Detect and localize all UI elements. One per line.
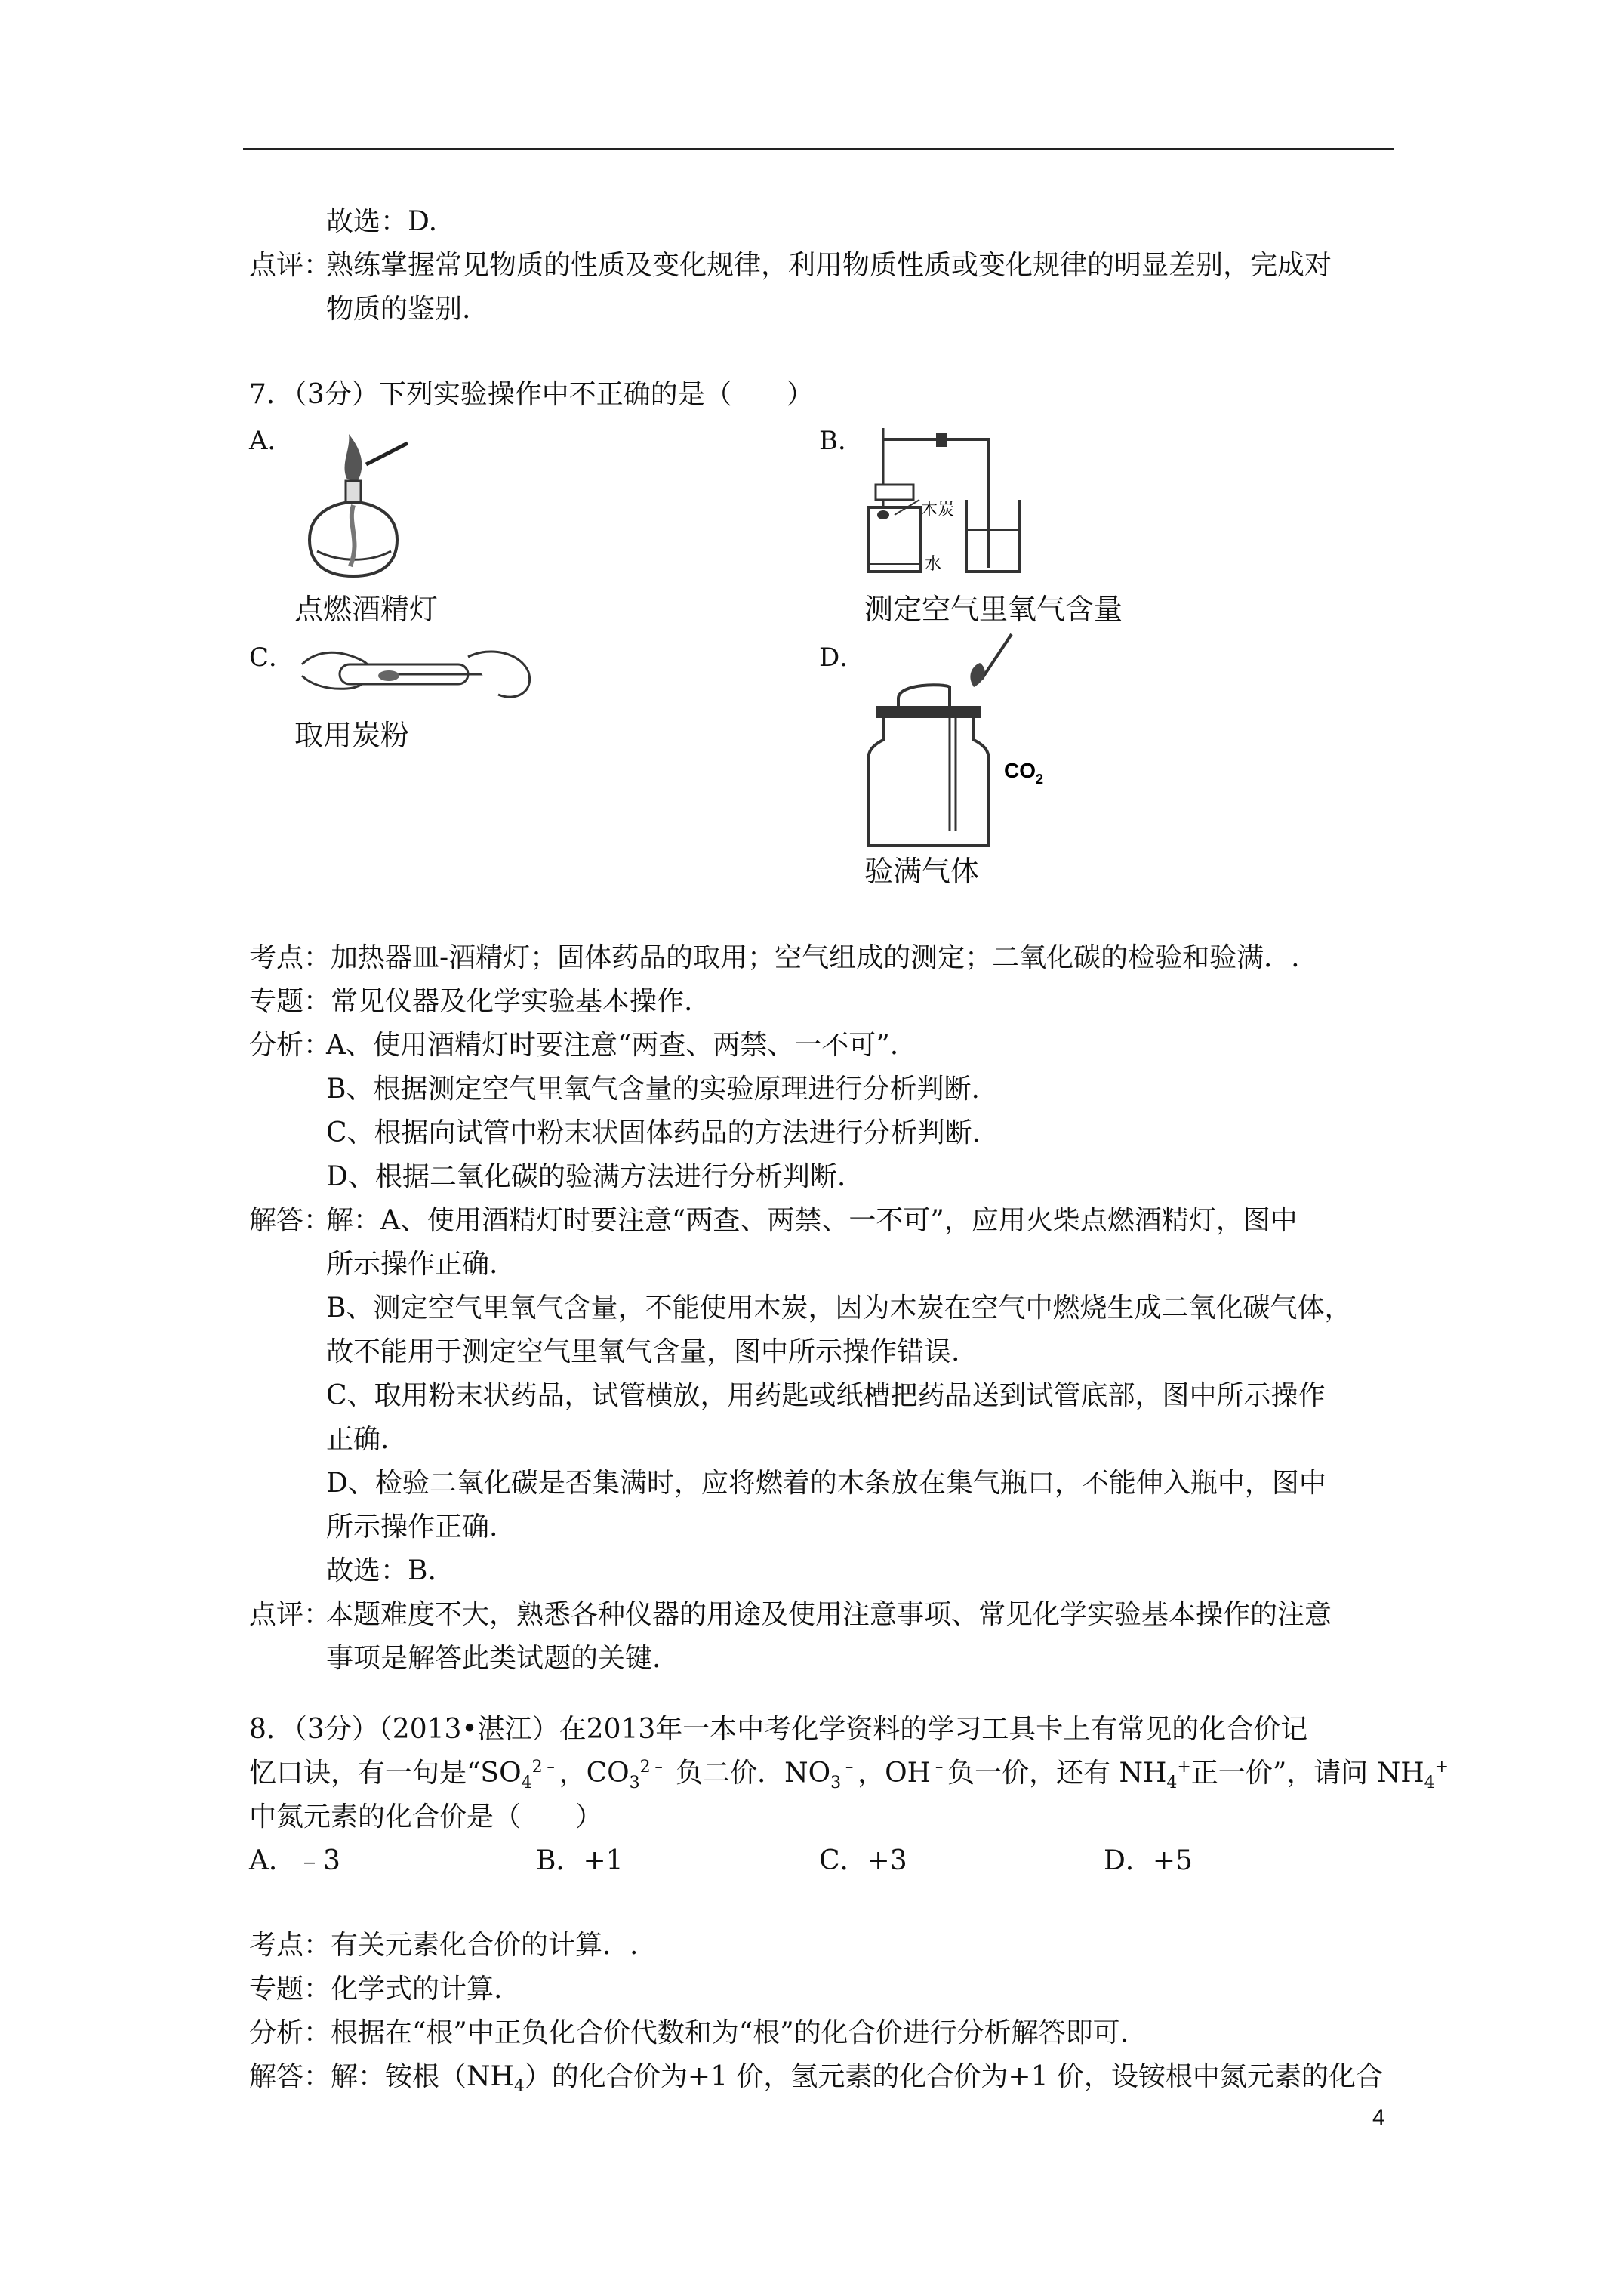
carbon-powder-figure bbox=[294, 634, 536, 717]
q8-stem-line-3: 中氮元素的化合价是（ ） bbox=[249, 1801, 603, 1832]
q7-stem: 7．（3分）下列实验操作中不正确的是（ ） bbox=[249, 379, 814, 410]
header-rule bbox=[243, 148, 1394, 150]
q7-dianping-line-2: 事项是解答此类试题的关键. bbox=[326, 1643, 661, 1674]
q7-option-c-caption: 取用炭粉 bbox=[294, 719, 410, 752]
q8-zhuanti: 专题：化学式的计算. bbox=[249, 1974, 503, 2005]
q7-fenxi-line-3: C、根据向试管中粉末状固体药品的方法进行分析判断. bbox=[326, 1117, 981, 1148]
q7-option-a-label: A． bbox=[249, 426, 294, 456]
q7-dianping-line-1: 本题难度不大，熟悉各种仪器的用途及使用注意事项、常见化学实验基本操作的注意 bbox=[326, 1599, 1332, 1630]
q7-jieda-line-2: 所示操作正确. bbox=[326, 1249, 498, 1280]
q8-kaodian: 考点：有关元素化合价的计算．. bbox=[249, 1930, 639, 1961]
q8-stem-line-1: 8．（3分）（2013•湛江）在2013年一本中考化学资料的学习工具卡上有常见的化合价记 bbox=[249, 1714, 1308, 1745]
q7-jieda-line-6: 正确. bbox=[326, 1424, 390, 1455]
page-number: 4 bbox=[1372, 2105, 1385, 2130]
q7-fenxi-line-4: D、根据二氧化碳的验满方法进行分析判断. bbox=[326, 1161, 846, 1192]
q8-option-b: B．+1 bbox=[536, 1845, 624, 1876]
q8-jieda: 解答：解：铵根$(NH_4)$的化合价为+1 价，氢元素的化合价为+1 价，设铵根中氮元素的化合 bbox=[249, 2061, 1383, 2097]
prev-comment-line-2: 物质的鉴别. bbox=[326, 294, 471, 325]
q7-option-b-caption: 测定空气里氧气含量 bbox=[864, 593, 1123, 626]
prev-comment-label: 点评： bbox=[249, 250, 331, 281]
prev-comment-line-1: 熟练掌握常见物质的性质及变化规律，利用物质性质或变化规律的明显差别，完成对 bbox=[326, 250, 1332, 281]
co2-full-check-figure bbox=[861, 627, 1072, 853]
q7-fenxi-label: 分析： bbox=[249, 1030, 331, 1061]
q7-option-c-label: C． bbox=[249, 643, 295, 673]
q8-option-a: A．﹣3 bbox=[249, 1845, 340, 1876]
water-label: 水 bbox=[925, 555, 942, 574]
q7-option-a-caption: 点燃酒精灯 bbox=[294, 593, 439, 626]
co2-label: $CO_2$ bbox=[1004, 759, 1044, 787]
q8-stem-line-2: 忆口诀，有一句是“$SO_4^{2﹣}$，$CO_3^{2﹣}$ 负二价．$NO_3^﹣$，OH﹣负一价，还有 $NH_4^+$正一价”，请问 $NH_4^+$ bbox=[249, 1758, 1449, 1793]
q7-option-b-label: B． bbox=[819, 426, 864, 456]
q7-dianping-label: 点评： bbox=[249, 1599, 331, 1630]
q7-option-d-caption: 验满气体 bbox=[864, 855, 980, 888]
q7-jieda-line-5: C、取用粉末状药品，试管横放，用药匙或纸槽把药品送到试管底部，图中所示操作 bbox=[326, 1380, 1326, 1411]
q7-jieda-line-1: 解：A、使用酒精灯时要注意“两查、两禁、一不可”，应用火柴点燃酒精灯，图中 bbox=[326, 1205, 1298, 1236]
q7-fenxi-line-2: B、根据测定空气里氧气含量的实验原理进行分析判断. bbox=[326, 1074, 980, 1105]
q8-option-c: C．+3 bbox=[819, 1845, 907, 1876]
q7-jieda-line-8: 所示操作正确. bbox=[326, 1512, 498, 1542]
q7-fenxi-line-1: A、使用酒精灯时要注意“两查、两禁、一不可”. bbox=[326, 1030, 899, 1061]
q8-option-d: D．+5 bbox=[1104, 1845, 1193, 1876]
q7-kaodian: 考点：加热器皿-酒精灯；固体药品的取用；空气组成的测定；二氧化碳的检验和验满．. bbox=[249, 942, 1300, 973]
q7-jieda-label: 解答： bbox=[249, 1205, 331, 1236]
q7-jieda-line-4: 故不能用于测定空气里氧气含量，图中所示操作错误. bbox=[326, 1336, 960, 1367]
q7-zhuanti: 专题：常见仪器及化学实验基本操作. bbox=[249, 986, 693, 1017]
q7-jieda-line-9: 故选：B. bbox=[326, 1555, 436, 1586]
q7-option-d-label: D． bbox=[819, 643, 866, 673]
prev-answer: 故选：D. bbox=[326, 206, 438, 237]
q8-fenxi: 分析：根据在“根”中正负化合价代数和为“根”的化合价进行分析解答即可. bbox=[249, 2017, 1129, 2048]
alcohol-lamp-figure bbox=[294, 427, 415, 585]
oxygen-measurement-figure bbox=[861, 424, 1087, 583]
q7-jieda-line-7: D、检验二氧化碳是否集满时，应将燃着的木条放在集气瓶口，不能伸入瓶中，图中 bbox=[326, 1468, 1326, 1499]
charcoal-label: 木炭 bbox=[921, 501, 955, 519]
q7-jieda-line-3: B、测定空气里氧气含量，不能使用木炭，因为木炭在空气中燃烧生成二氧化碳气体， bbox=[326, 1293, 1352, 1324]
